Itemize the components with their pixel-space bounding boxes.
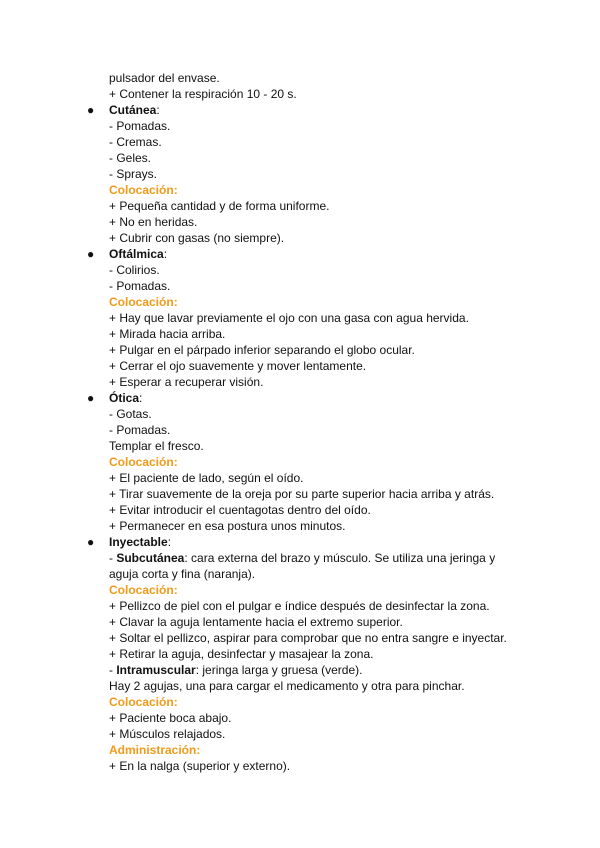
intramuscular-label: Intramuscular: [116, 663, 196, 677]
text-line: + Hay que lavar previamente el ojo con una gasa con agua hervida.: [109, 311, 469, 325]
section-oftalmica: [0, 246, 600, 262]
dash: -: [109, 551, 117, 565]
administracion-heading: [0, 742, 600, 758]
text-line: + Pellizco de piel con el pulgar e índice después de desinfectar la zona.: [109, 599, 490, 613]
colon: :: [173, 183, 178, 197]
section-cutanea: [0, 102, 600, 118]
bullet-icon: ●: [87, 103, 95, 117]
text-line: - Pomadas.: [109, 423, 171, 437]
colocacion-label: Colocación: [109, 295, 174, 309]
text-line: - Pomadas.: [109, 279, 171, 293]
text-line: - Pomadas.: [109, 119, 171, 133]
colocacion-label: Colocación: [109, 183, 174, 197]
text-line: - Gotas.: [109, 407, 152, 421]
colocacion-label: Colocación: [109, 695, 174, 709]
text-line: + Soltar el pellizco, aspirar para comprobar que no entra sangre e inyectar.: [109, 631, 507, 645]
text-line: + Esperar a recuperar visión.: [109, 375, 264, 389]
administracion-label: Administración: [109, 743, 197, 757]
text-line: - Colirios.: [109, 263, 160, 277]
intramuscular-text: : jeringa larga y gruesa (verde).: [195, 663, 363, 677]
document-page: [0, 70, 600, 774]
colon: :: [196, 743, 201, 757]
section-title: Ótica: [109, 391, 140, 405]
text-line: - Cremas.: [109, 135, 162, 149]
text-line: + Músculos relajados.: [109, 727, 226, 741]
colon: :: [173, 455, 178, 469]
text-line: + Tirar suavemente de la oreja por su parte superior hacia arriba y atrás.: [109, 487, 495, 501]
text-line: Hay 2 agujas, una para cargar el medicamento y otra para pinchar.: [109, 679, 465, 693]
colon: :: [173, 583, 178, 597]
section-otica: [0, 390, 600, 406]
colocacion-heading: [0, 582, 600, 598]
intramuscular-line: [0, 662, 600, 678]
text-line: + Cerrar el ojo suavemente y mover lentamente.: [109, 359, 367, 373]
colon: :: [173, 295, 178, 309]
text-line: + Contener la respiración 10 - 20 s.: [109, 87, 297, 101]
text-line: + Cubrir con gasas (no siempre).: [109, 231, 285, 245]
text-line: + Mirada hacia arriba.: [109, 327, 226, 341]
text-line: + Evitar introducir el cuentagotas dentro del oído.: [109, 503, 371, 517]
section-title: Oftálmica: [109, 247, 164, 261]
section-title: Cutánea: [109, 103, 157, 117]
colocacion-label: Colocación: [109, 455, 174, 469]
text-line: + En la nalga (superior y externo).: [109, 759, 291, 773]
text-line: pulsador del envase.: [109, 71, 220, 85]
text-line: + Clavar la aguja lentamente hacia el extremo superior.: [109, 615, 403, 629]
colocacion-heading: [0, 294, 600, 310]
text-line: + Permanecer en esa postura unos minutos.: [109, 519, 346, 533]
colocacion-label: Colocación: [109, 583, 174, 597]
bullet-icon: ●: [87, 535, 95, 549]
bullet-icon: ●: [87, 247, 95, 261]
text-line: + Paciente boca abajo.: [109, 711, 232, 725]
text-line: + Pulgar en el párpado inferior separando el globo ocular.: [109, 343, 415, 357]
section-inyectable: [0, 534, 600, 550]
dash: -: [109, 663, 117, 677]
colon: :: [163, 247, 168, 261]
subcutanea-label: Subcutánea: [116, 551, 185, 565]
subcutanea-text: : cara externa del brazo y músculo. Se utiliza una jeringa y aguja corta y fina (naranja).: [109, 551, 496, 581]
colocacion-heading: [0, 454, 600, 470]
text-line: - Sprays.: [109, 167, 158, 181]
text-line: - Geles.: [109, 151, 152, 165]
subcutanea-line: [0, 550, 519, 582]
bullet-icon: ●: [87, 391, 95, 405]
text-line: + El paciente de lado, según el oído.: [109, 471, 304, 485]
colon: :: [167, 535, 172, 549]
colocacion-heading: [0, 694, 600, 710]
text-line: + Retirar la aguja, desinfectar y masajear la zona.: [109, 647, 374, 661]
colon: :: [139, 391, 143, 405]
text-line: + No en heridas.: [109, 215, 198, 229]
text-line: Templar el fresco.: [109, 439, 204, 453]
section-title: Inyectable: [109, 535, 168, 549]
colon: :: [156, 103, 160, 117]
colon: :: [173, 695, 178, 709]
colocacion-heading: [0, 182, 600, 198]
text-line: + Pequeña cantidad y de forma uniforme.: [109, 199, 330, 213]
